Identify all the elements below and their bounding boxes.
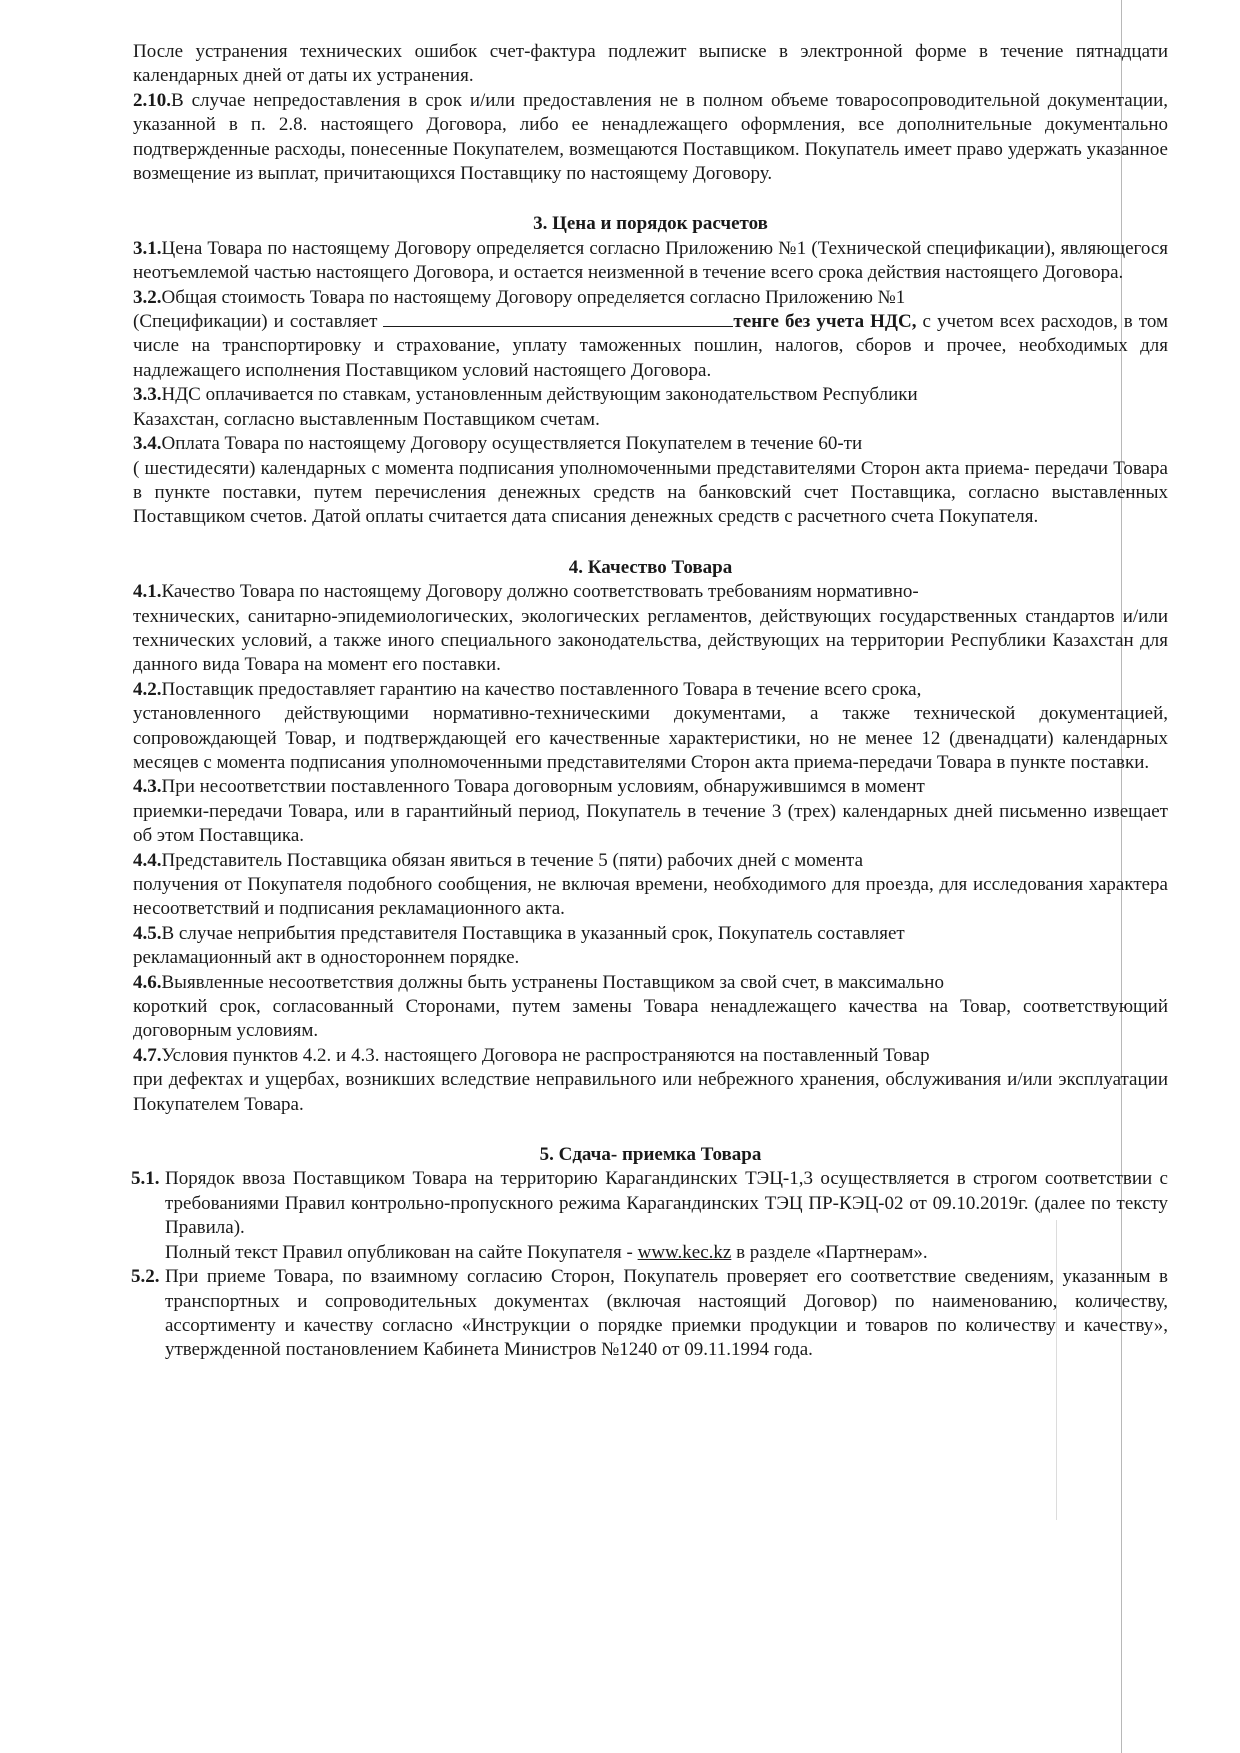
clause-number: 4.4. <box>133 849 162 871</box>
clause-text: Выявленные несоответствия должны быть устранены Поставщиком за свой счет, в максимально <box>161 971 944 993</box>
clause-number: 2.10. <box>133 89 171 111</box>
clause-text: с учетом всех расходов, в том числе на транспортировку и страхование, уплату таможенных пошлин, налогов, сборов и прочее, необходимых для надлежащего исполнения Поставщиком условий настоящего Договора. <box>133 311 1168 381</box>
section-3-heading: 3. Цена и порядок расчетов <box>533 213 768 235</box>
clause-website-note <box>165 1241 1168 1265</box>
clause-text: Порядок ввоза Поставщиком Товара на территорию Карагандинских ТЭЦ-1,3 осуществляется в строгом соответствии с требованиями Правил контрольно-пропускного режима Карагандинских ТЭЦ ПР-КЭЦ-02 от 09.10.2019г. (далее по тексту Правила). <box>165 1168 1168 1239</box>
paragraph-4-7-body: при дефектах и ущербах, возникших вследствие неправильного или небрежного хранения, обслуживания и/или эксплуатации Покупателем Товара. <box>133 1069 1168 1115</box>
paragraph-4-4-line1 <box>133 849 1168 873</box>
paragraph-4-1-line1 <box>133 580 1168 604</box>
paragraph-4-2-body: установленного действующими нормативно-техническими документами, а также технической документацией, сопровождающей Товар, и подтверждающей его качественные характеристики, но не менее 12 (двенадцати) календарных месяцев с момента подписания уполномоченными представителями Сторон акта приема-передачи Товара в пункте поставки. <box>133 703 1168 773</box>
clause-number: 3.3. <box>133 384 162 406</box>
clause-number: 3.1. <box>133 237 162 259</box>
clause-text: Полный текст Правил опубликован на сайте Покупателя - <box>165 1241 638 1263</box>
clause-number: 4.1. <box>133 581 162 603</box>
amount-blank-field[interactable] <box>383 311 733 327</box>
clause-text: Цена Товара по настоящему Договору определяется согласно Приложению №1 (Технической спецификации), являющегося неотъемлемой частью настоящего Договора, и остается неизменной в течение всего срока действия настоящего Договора. <box>133 237 1168 284</box>
paragraph-4-2-line1 <box>133 678 1168 702</box>
clause-text: Общая стоимость Товара по настоящему Договору определяется согласно Приложению №1 <box>161 286 906 308</box>
paragraph-3-3-body: Казахстан, согласно выставленным Поставщиком счетам. <box>133 408 600 430</box>
paragraph-3-4-line1 <box>133 432 1168 456</box>
paragraph-5-1 <box>133 1167 1168 1265</box>
clause-text: (Спецификации) и составляет <box>133 311 384 333</box>
document-page <box>133 40 1168 1363</box>
clause-text: Поставщик предоставляет гарантию на качество поставленного Товара в течение всего срока, <box>161 678 922 700</box>
currency-vat-label: тенге без учета НДС, <box>733 311 917 333</box>
clause-text: Условия пунктов 4.2. и 4.3. настоящего Договора не распространяются на поставленный Товар <box>161 1044 930 1066</box>
paragraph-3-2-body <box>133 310 1168 383</box>
clause-number: 4.3. <box>133 776 162 798</box>
paragraph-3-2-line1 <box>133 286 1168 310</box>
paragraph-3-1 <box>133 237 1168 286</box>
clause-text: Качество Товара по настоящему Договору должно соответствовать требованиям нормативно- <box>161 581 919 603</box>
paragraph-4-4-body: получения от Покупателя подобного сообщения, не включая времени, необходимого для проезда, для исследования характера несоответствий и подписания рекламационного акта. <box>133 874 1168 920</box>
clause-text: Оплата Товара по настоящему Договору осуществляется Покупателем в течение 60-ти <box>161 433 863 455</box>
clause-text: При приеме Товара, по взаимному согласию Сторон, Покупатель проверяет его соответствие сведениям, указанным в транспортных и сопроводительных документах (включая настоящий Договор) по наименованию, количеству, ассортименту и качеству согласно «Инструкции о порядке приемки продукции и товаров по количеству и качеству», утвержденной постановлением Кабинета Министров №1240 от 09.11.1994 года. <box>165 1266 1168 1361</box>
clause-number: 4.6. <box>133 971 162 993</box>
clause-text: Представитель Поставщика обязан явиться в течение 5 (пяти) рабочих дней с момента <box>161 849 864 871</box>
clause-number: 3.2. <box>133 286 162 308</box>
clause-text: В случае непредоставления в срок и/или предоставления не в полном объеме товаросопроводительной документации, указанной в п. 2.8. настоящего Договора, либо ее ненадлежащего оформления, все дополнительные документально подтвержденные расходы, понесенные Покупателем, возмещаются Поставщиком. Покупатель имеет право удержать указанное возмещение из выплат, причитающихся Поставщику по настоящему Договору. <box>133 89 1168 185</box>
clause-text: При несоответствии поставленного Товара договорным условиям, обнаружившимся в момент <box>161 776 925 798</box>
clause-text: в разделе «Партнерам». <box>731 1241 928 1263</box>
paragraph-4-3-line1 <box>133 775 1168 799</box>
paragraph-4-6-line1 <box>133 971 1168 995</box>
paragraph-4-3-body: приемки-передачи Товара, или в гарантийный период, Покупатель в течение 3 (трех) календарных дней письменно извещает об этом Поставщика. <box>133 800 1168 847</box>
paragraph-4-6-body: короткий срок, согласованный Сторонами, путем замены Товара ненадлежащего качества на Товар, соответствующий договорным условиям. <box>133 996 1168 1042</box>
website-link[interactable]: www.kec.kz <box>637 1241 732 1263</box>
section-4-heading: 4. Качество Товара <box>568 556 733 578</box>
clause-number: 3.4. <box>133 433 162 455</box>
paragraph-2-9-tail: После устранения технических ошибок счет-фактура подлежит выписке в электронной форме в течение пятнадцати календарных дней от даты их устранения. <box>133 41 1168 87</box>
clause-number: 5.1. <box>131 1168 160 1190</box>
clause-number: 5.2. <box>131 1266 160 1288</box>
clause-text: В случае неприбытия представителя Поставщика в указанный срок, Покупатель составляет <box>161 922 905 944</box>
paragraph-5-2 <box>133 1265 1168 1363</box>
paragraph-3-3-line1 <box>133 383 1168 407</box>
paragraph-4-5-line1 <box>133 922 1168 946</box>
paragraph-4-7-line1 <box>133 1044 1168 1068</box>
paragraph-2-10 <box>133 89 1168 187</box>
clause-text: НДС оплачивается по ставкам, установленным действующим законодательством Республики <box>161 384 918 406</box>
paragraph-3-4-body: ( шестидесяти) календарных с момента подписания уполномоченными представителями Сторон акта приема- передачи Товара в пункте поставки, путем перечисления денежных средств на банковский счет Поставщика, согласно выставленных Поставщиком счетов. Датой оплаты считается дата списания денежных средств с расчетного счета Покупателя. <box>133 457 1168 528</box>
paragraph-4-1-body: технических, санитарно-эпидемиологических, экологических регламентов, действующих государственных стандартов и/или технических условий, а также иного специального законодательства, действующих на территории Республики Казахстан для данного вида Товара на момент его поставки. <box>133 605 1168 676</box>
clause-number: 4.2. <box>133 678 162 700</box>
paragraph-4-5-body: рекламационный акт в одностороннем порядке. <box>133 947 520 969</box>
section-5-heading: 5. Сдача- приемка Товара <box>539 1144 762 1166</box>
clause-number: 4.7. <box>133 1044 162 1066</box>
clause-number: 4.5. <box>133 922 162 944</box>
